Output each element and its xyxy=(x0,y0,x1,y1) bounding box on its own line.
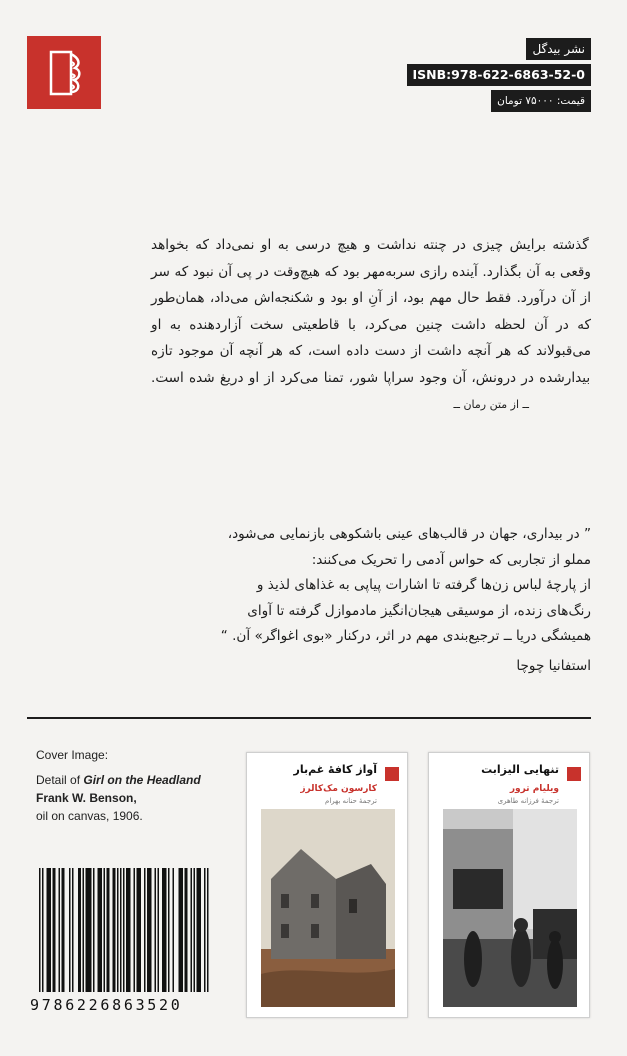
barcode-bar xyxy=(113,868,115,992)
mini-publisher-logo-icon xyxy=(385,767,399,781)
barcode-bar xyxy=(90,868,92,992)
barcode-bar xyxy=(87,868,89,992)
barcode-bar xyxy=(191,868,193,992)
barcode-bar xyxy=(42,868,44,992)
barcode-bars xyxy=(37,868,213,996)
barcode-bar xyxy=(63,868,65,992)
excerpt-line: گذشته برایش چیزی در چنته نداشت و هیچ درسی به او نمی‌داد که بخواهد xyxy=(151,237,589,253)
barcode-bar xyxy=(47,868,49,992)
barcode-bar xyxy=(104,868,106,992)
price-label: قیمت: ۷۵۰۰۰ تومان xyxy=(491,90,591,112)
barcode-bar xyxy=(144,868,146,992)
barcode-bar xyxy=(168,868,170,992)
barcode-bar xyxy=(185,868,187,992)
excerpt-source: ــ از متن رمان ــ xyxy=(453,398,529,411)
barcode-bar xyxy=(138,868,140,992)
book-translator: ترجمهٔ حنانه بهرام xyxy=(325,797,377,805)
section-divider xyxy=(27,717,591,719)
publisher-info xyxy=(391,38,591,112)
credit-detail-prefix: Detail of xyxy=(36,773,84,787)
excerpt-line: موجود تازه بیدارشده در درونش، آن وجود سراپا شور، تمنا می‌کرد از او xyxy=(151,343,591,386)
barcode-bar xyxy=(180,868,182,992)
barcode-bar xyxy=(150,868,152,992)
barcode-bar xyxy=(134,868,136,992)
painting-title: Girl on the Headland xyxy=(83,773,201,787)
barcode-bar xyxy=(72,868,74,992)
barcode-bar xyxy=(147,868,149,992)
barcode-bar xyxy=(173,868,175,992)
barcode-bar xyxy=(59,868,61,992)
barcode-bar xyxy=(194,868,196,992)
barcode-bar xyxy=(164,868,166,992)
barcode-bar xyxy=(140,868,142,992)
barcode-number: 9786226863520 xyxy=(30,996,183,1014)
barcode-bar xyxy=(207,868,209,992)
barcode-bar xyxy=(83,868,85,992)
excerpt-line: همان‌طور که در آن لحظه داشت چنین می‌کرد، با قاطعیتی سخت آزاردهنده xyxy=(151,290,592,333)
barcode-bar xyxy=(200,868,202,992)
quote-line: مملو از تجاربی که حواس آدمی را تحریک می‌کنند: xyxy=(311,551,591,568)
excerpt-line: وقعی به آن بگذارد. آینده رازی سربه‌مهر بود که هیچ‌وقت در پی آن نبود که xyxy=(169,263,591,280)
quote-author: استفانیا چوچا xyxy=(516,657,591,674)
barcode-bar xyxy=(48,868,50,992)
barcode-bar xyxy=(137,868,139,992)
credit-detail xyxy=(36,771,226,789)
barcode-bar xyxy=(108,868,110,992)
barcode-bar xyxy=(117,868,119,992)
barcode-bar xyxy=(123,868,125,992)
cover-credit xyxy=(36,746,226,825)
barcode-bar xyxy=(197,868,199,992)
isbn-label: ISNB:978-622-6863-52-0 xyxy=(407,64,591,86)
barcode-bar xyxy=(69,868,71,992)
excerpt-line: دریغ شده است. xyxy=(151,369,244,386)
barcode-bar xyxy=(149,868,151,992)
barcode-bar xyxy=(126,868,128,992)
barcode-bar xyxy=(114,868,116,992)
barcode-bar xyxy=(98,868,100,992)
barcode-bar xyxy=(86,868,88,992)
book-title: آواز کافهٔ غم‌بار xyxy=(293,763,377,776)
publisher-logo-icon xyxy=(41,48,87,98)
excerpt-text xyxy=(151,232,591,419)
barcode-bar xyxy=(80,868,82,992)
barcode-bar xyxy=(78,868,80,992)
barcode-bar xyxy=(204,868,206,992)
barcode-bar xyxy=(101,868,103,992)
book-author: ویلیام ترور xyxy=(509,784,559,794)
book-ad-1 xyxy=(246,752,408,1018)
quote-line: همیشگی دریا ــ ترجیع‌بندی مهم در اثر، درکنار «بوی اغواگر» آن. “ xyxy=(220,628,591,644)
book-title: تنهایی الیزابت xyxy=(481,763,559,776)
painting-medium: oil on canvas, 1906. xyxy=(36,809,143,823)
quote-line: ” در بیداری، جهان در قالب‌های عینی باشکوهی بازنمایی می‌شود، xyxy=(227,526,591,542)
publisher-logo xyxy=(27,36,101,109)
book-translator: ترجمهٔ فرزانه طاهری xyxy=(497,797,559,805)
barcode-bar xyxy=(128,868,130,992)
publisher-name: نشر بیدگل xyxy=(526,38,591,60)
barcode-bar xyxy=(99,868,101,992)
barcode-bar xyxy=(107,868,109,992)
barcode xyxy=(30,868,216,1020)
critic-quote xyxy=(25,522,591,679)
barcode-bar xyxy=(89,868,91,992)
quote-line: رنگ‌های زنده، از موسیقی هیجان‌انگیز مادموازل گرفته تا آوای xyxy=(247,602,591,619)
barcode-bar xyxy=(93,868,95,992)
barcode-bar xyxy=(186,868,188,992)
book-cover-image xyxy=(261,809,395,1007)
quote-line: از پارچهٔ لباس زن‌ها گرفته تا اشارات پیاپی به غذاهای لذیذ و xyxy=(256,577,591,593)
excerpt-line: سر از آن درآورد. فقط حال مهم بود، از آنِ او بود و شکنجه‌اش می‌داد، xyxy=(151,263,591,306)
barcode-bar xyxy=(179,868,181,992)
barcode-bar xyxy=(198,868,200,992)
book-cover-image xyxy=(443,809,577,1007)
barcode-bar xyxy=(53,868,55,992)
excerpt-line: به او می‌قبولاند که هر آنچه داشت از دست داده است، که هر آنچه آن xyxy=(151,316,591,359)
barcode-bar xyxy=(165,868,167,992)
barcode-bar xyxy=(182,868,184,992)
credit-label: Cover Image: xyxy=(36,748,109,762)
book-author: کارسون مک‌کالرز xyxy=(300,784,377,794)
barcode-bar xyxy=(129,868,131,992)
barcode-bar xyxy=(54,868,56,992)
mini-publisher-logo-icon xyxy=(567,767,581,781)
artist-name: Frank W. Benson, xyxy=(36,791,137,805)
book-ad-2 xyxy=(428,752,590,1018)
barcode-bar xyxy=(39,868,41,992)
barcode-bar xyxy=(158,868,160,992)
barcode-bar xyxy=(62,868,64,992)
barcode-bar xyxy=(50,868,52,992)
barcode-bar xyxy=(120,868,122,992)
barcode-bar xyxy=(155,868,157,992)
barcode-bar xyxy=(162,868,164,992)
